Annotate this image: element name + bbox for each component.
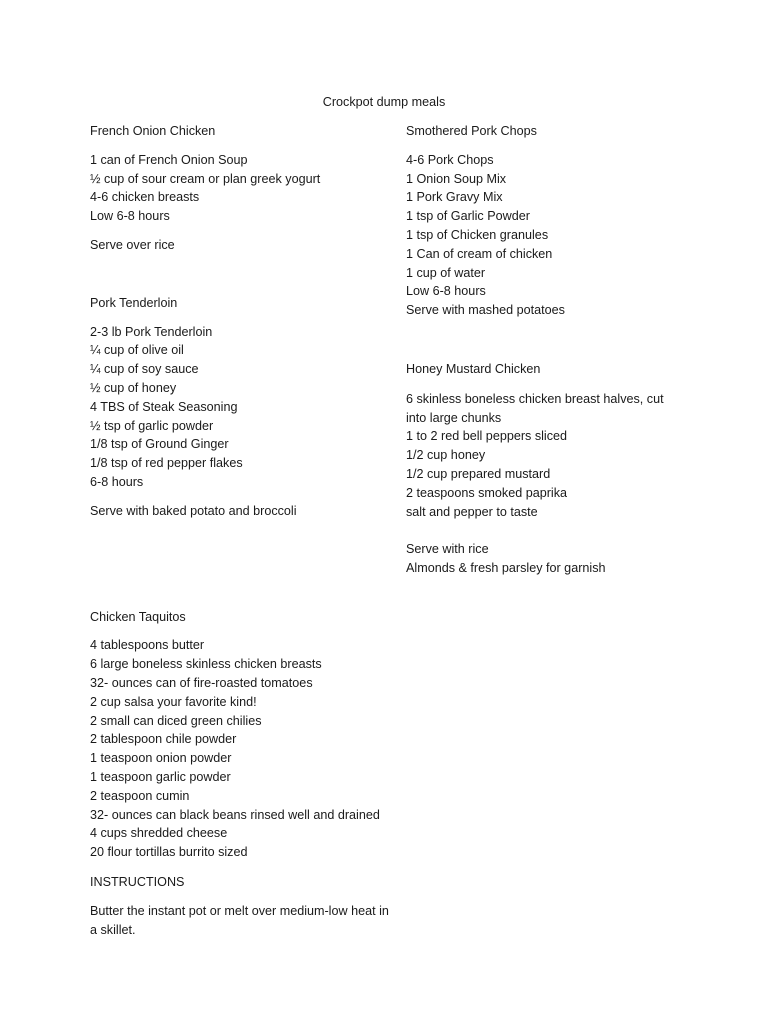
ingredient-line: 1/8 tsp of Ground Ginger: [90, 437, 229, 452]
ingredient-line: 20 flour tortillas burrito sized: [90, 845, 248, 860]
ingredient-line: 1/8 tsp of red pepper flakes: [90, 456, 243, 471]
ingredient-line: 1 Pork Gravy Mix: [406, 190, 503, 205]
ingredient-line: ½ tsp of garlic powder: [90, 418, 214, 433]
recipe-heading-chicken-taquitos: Chicken Taquitos: [90, 609, 186, 624]
serving-line: Serve with rice: [406, 542, 489, 557]
ingredient-line: 4 TBS of Steak Seasoning: [90, 399, 238, 414]
right-column: [406, 122, 686, 578]
serving-note-honey-mustard-chicken: [406, 540, 686, 578]
ingredient-line: 4 cups shredded cheese: [90, 826, 228, 841]
ingredient-line: 2 teaspoon cumin: [90, 788, 190, 803]
ingredient-list-french-onion-chicken: [90, 151, 390, 226]
instructions-text: Butter the instant pot or melt over medium-low heat in a skillet.: [90, 903, 389, 937]
recipe-heading-smothered-pork-chops: Smothered Pork Chops: [406, 124, 537, 138]
ingredient-line: 1/2 cup prepared mustard: [406, 466, 551, 481]
ingredient-line: ¼ cup of soy sauce: [90, 362, 199, 377]
ingredient-line: 2 small can diced green chilies: [90, 713, 262, 728]
ingredient-line: 1 teaspoon onion powder: [90, 751, 232, 766]
ingredient-line: 1 Onion Soup Mix: [406, 171, 507, 186]
ingredient-line: Serve with mashed potatoes: [406, 303, 565, 318]
ingredient-line: 1 to 2 red bell peppers sliced: [406, 429, 568, 444]
ingredient-line: 2 cup salsa your favorite kind!: [90, 694, 257, 709]
ingredient-line: 4-6 Pork Chops: [406, 152, 494, 167]
serving-note-pork-tenderloin: Serve with baked potato and broccoli: [90, 503, 297, 518]
serving-line: Almonds & fresh parsley for garnish: [406, 561, 606, 576]
ingredient-line: ¼ cup of olive oil: [90, 343, 184, 358]
ingredient-line: 6 large boneless skinless chicken breasts: [90, 657, 322, 672]
ingredient-line: Low 6-8 hours: [406, 284, 486, 299]
ingredient-line: 1 tsp of Garlic Powder: [406, 209, 530, 224]
ingredient-line: ½ cup of sour cream or plan greek yogurt: [90, 171, 321, 186]
ingredient-list-chicken-taquitos: [90, 636, 390, 862]
ingredient-line: 2-3 lb Pork Tenderloin: [90, 324, 213, 339]
recipe-heading-pork-tenderloin: Pork Tenderloin: [90, 295, 178, 310]
ingredient-line: 1 teaspoon garlic powder: [90, 769, 231, 784]
ingredient-line: salt and pepper to taste: [406, 504, 538, 519]
ingredient-line: 4-6 chicken breasts: [90, 190, 200, 205]
ingredient-line: 4 tablespoons butter: [90, 638, 205, 653]
ingredient-line: 6 skinless boneless chicken breast halves, cut into large chunks: [406, 391, 664, 425]
ingredient-line: ½ cup of honey: [90, 380, 177, 395]
recipe-heading-french-onion-chicken: French Onion Chicken: [90, 124, 216, 138]
ingredient-line: 1 Can of cream of chicken: [406, 246, 553, 261]
recipe-heading-honey-mustard-chicken: Honey Mustard Chicken: [406, 361, 541, 376]
ingredient-list-smothered-pork-chops: [406, 151, 686, 320]
document-title: Crockpot dump meals: [322, 95, 446, 109]
ingredient-line: 6-8 hours: [90, 474, 144, 489]
ingredient-line: 2 tablespoon chile powder: [90, 732, 237, 747]
left-column: [90, 122, 390, 939]
ingredient-list-pork-tenderloin: [90, 323, 390, 492]
ingredient-line: 1 cup of water: [406, 265, 486, 280]
serving-note-french-onion-chicken: Serve over rice: [90, 237, 175, 252]
instructions-heading: INSTRUCTIONS: [90, 874, 185, 889]
ingredient-line: Low 6-8 hours: [90, 209, 170, 224]
ingredient-line: 1 tsp of Chicken granules: [406, 227, 549, 242]
ingredient-line: 1 can of French Onion Soup: [90, 152, 248, 167]
ingredient-list-honey-mustard-chicken: [406, 390, 686, 522]
ingredient-line: 2 teaspoons smoked paprika: [406, 485, 568, 500]
ingredient-line: 32- ounces can of fire-roasted tomatoes: [90, 675, 313, 690]
ingredient-line: 32- ounces can black beans rinsed well and drained: [90, 807, 380, 822]
ingredient-line: 1/2 cup honey: [406, 448, 486, 463]
